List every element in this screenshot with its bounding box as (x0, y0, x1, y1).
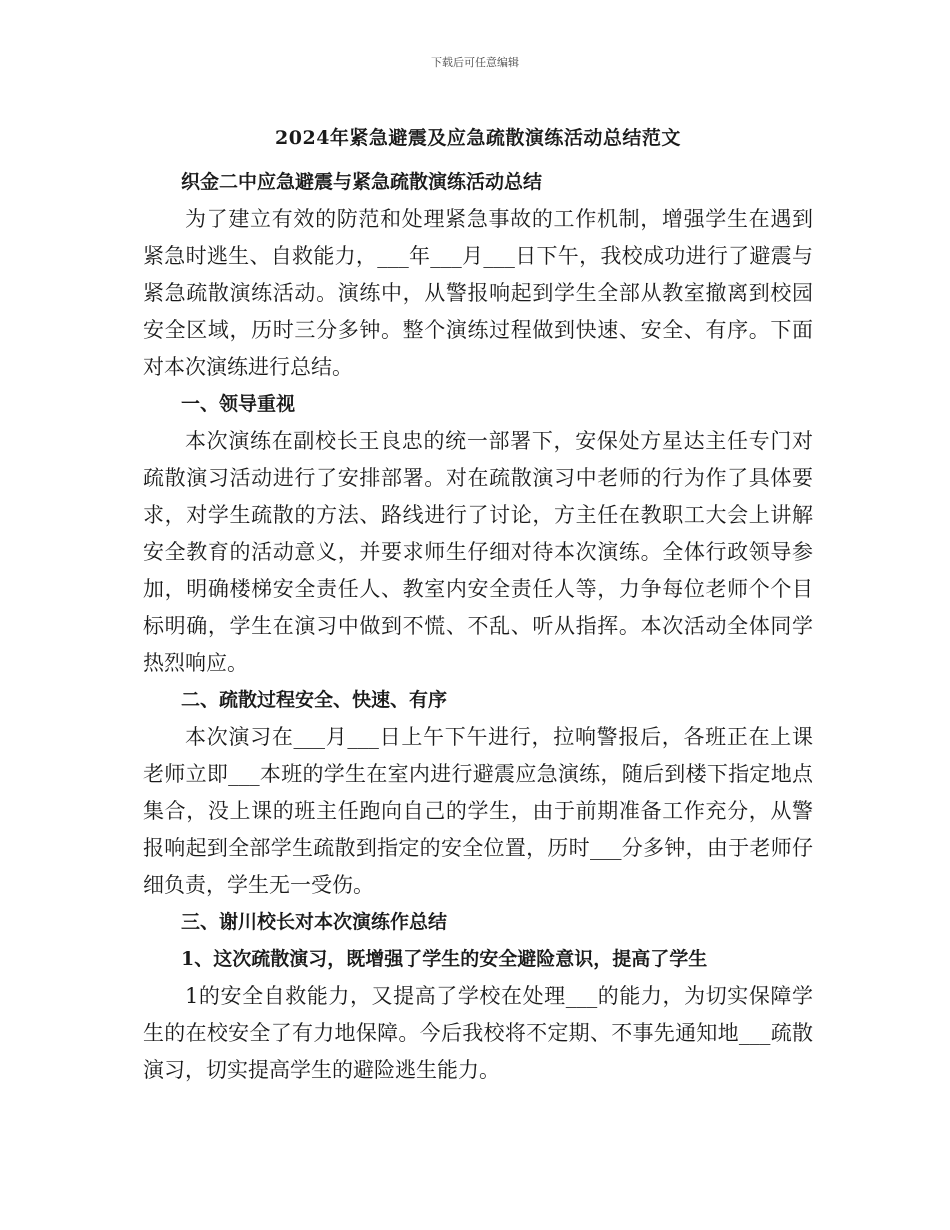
subtitle-heading: 织金二中应急避震与紧急疏散演练活动总结 (181, 171, 543, 193)
document-body (143, 120, 813, 1089)
paragraph-process: 本次演习在___月___日上午下午进行，拉响警报后，各班正在上课老师立即___本班的学生在室内进行避震应急演练，随后到楼下指定地点集合，没上课的班主任跑向自己的学生，由于前期准备工作充分，从警报响起到全部学生疏散到指定的安全位置，历时___分多钟，由于老师仔细负责，学生无一受伤。 (143, 725, 813, 897)
paragraph-summary: 1的安全自救能力，又提高了学校在处理___的能力，为切实保障学生的在校安全了有力地保障。今后我校将不定期、不事先通知地___疏散演习，切实提高学生的避险逃生能力。 (143, 984, 813, 1082)
document-title: 2024年紧急避震及应急疏散演练活动总结范文 (275, 127, 681, 149)
paragraph-intro: 为了建立有效的防范和处理紧急事故的工作机制，增强学生在遇到紧急时逃生、自救能力，___年___月___日下午，我校成功进行了避震与紧急疏散演练活动。演练中，从警报响起到学生全部从教室撤离到校园安全区域，历时三分多钟。整个演练过程做到快速、安全、有序。下面对本次演练进行总结。 (143, 207, 813, 379)
paragraph-leadership: 本次演练在副校长王良忠的统一部署下，安保处方星达主任专门对疏散演习活动进行了安排部署。对在疏散演习中老师的行为作了具体要求，对学生疏散的方法、路线进行了讨论，方主任在教职工大会上讲解安全教育的活动意义，并要求师生仔细对待本次演练。全体行政领导参加，明确楼梯安全责任人、教室内安全责任人等，力争每位老师个个目标明确，学生在演习中做到不慌、不乱、听从指挥。本次活动全体同学热烈响应。 (143, 429, 813, 675)
subsection-heading-1: 1、这次疏散演习，既增强了学生的安全避险意识，提高了学生 (181, 948, 708, 970)
section-heading-2: 二、疏散过程安全、快速、有序 (181, 689, 448, 711)
section-heading-3: 三、谢川校长对本次演练作总结 (181, 911, 448, 933)
section-heading-1: 一、领导重视 (181, 393, 296, 415)
page-header: 下载后可任意编辑 (431, 56, 519, 69)
